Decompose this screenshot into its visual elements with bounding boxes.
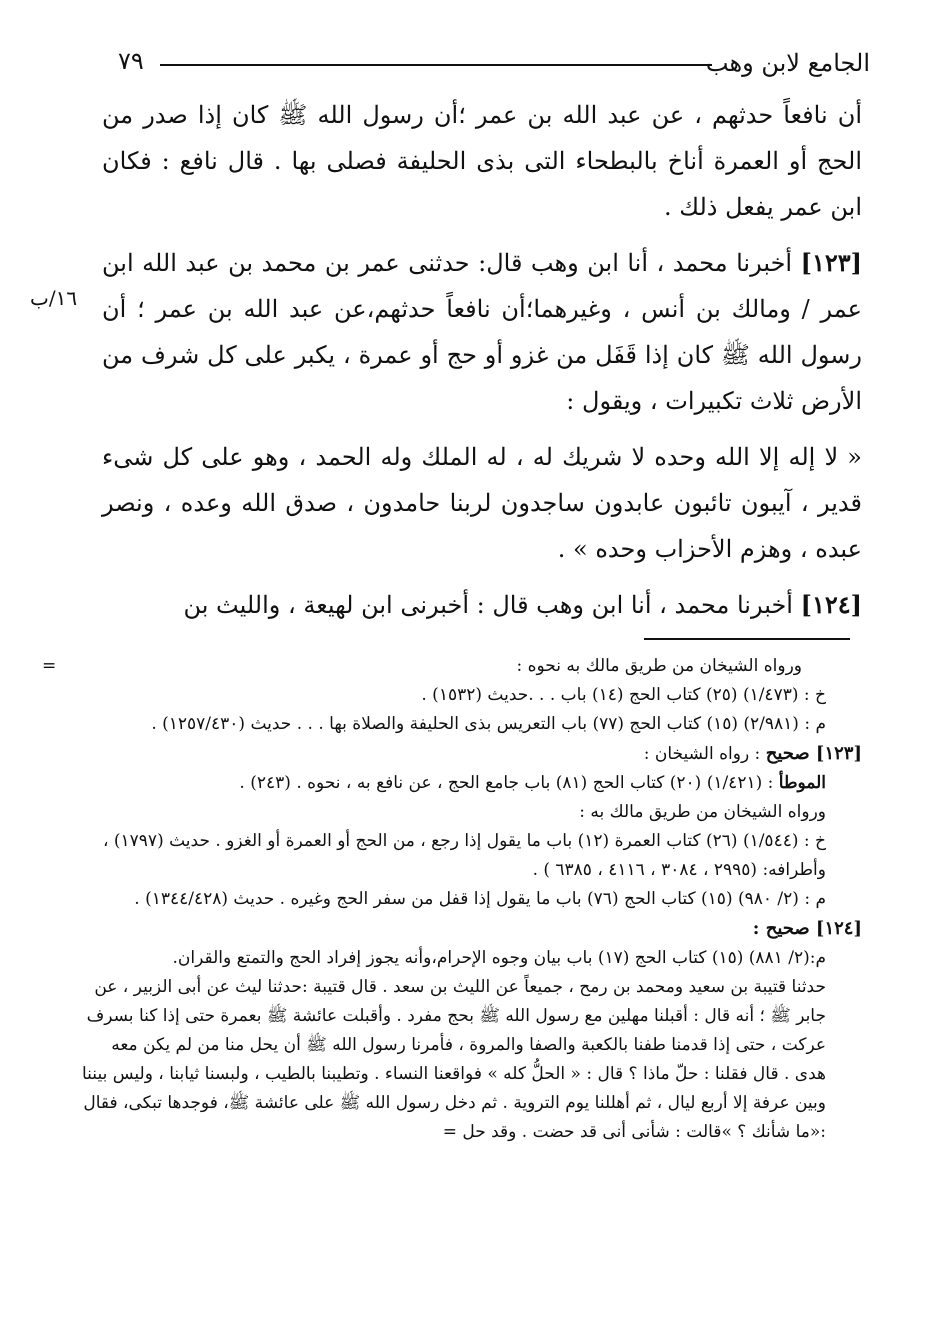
hadith-124 [102, 582, 862, 628]
footnote-line: م : (٢/٩٨١) (١٥) كتاب الحج (٧٧) باب التعريس بذى الحليفة والصلاة بها . . . حديث (١٢٥٧/٤٣٠) . [151, 714, 826, 734]
running-title: الجامع لابن وهب [705, 49, 870, 77]
footnote-source-text: : (١/٤٢١) (٢٠) كتاب الحج (٨١) باب جامع الحج ، عن نافع به ، نحوه . (٢٤٣) . [239, 773, 774, 793]
page-header [100, 40, 870, 80]
hadith-number: [١٢٤] [800, 590, 862, 619]
page-number: ٧٩ [118, 47, 144, 75]
footnote-line: ورواه الشيخان من طريق مالك به نحوه : [516, 656, 802, 676]
footnote-source-label: الموطأ [778, 773, 826, 793]
footnote-line: ورواه الشيخان من طريق مالك به : [579, 802, 826, 822]
footnote-line [82, 769, 862, 798]
margin-folio-note: ١٦/ب [30, 286, 78, 310]
footnotes [82, 652, 862, 1147]
hadith-text: أخبرنا محمد ، أنا ابن وهب قال: حدثنى عمر بن محمد بن عبد الله ابن عمر / ومالك بن أنس ، وغيرهما؛أن نافعاً حدثهم،عن عبد الله بن عمر ؛ أن رسول الله ﷺ كان إذا قَفَل من غزو أو حج أو عمرة ، يكبر على كل شرف من الأرض ثلاث تكبيرات ، ويقول : [102, 249, 862, 415]
header-rule [160, 64, 712, 66]
hadith-number: [١٢٣] [800, 248, 862, 277]
footnote-line: حدثنا قتيبة بن سعيد ومحمد بن رمح ، جميعاً عن الليث بن سعد . قال قتيبة :حدثنا ليث عن أبى الزبير ، عن جابر ﷺ ؛ أنه قال : أقبلنا مهلين مع رسول الله ﷺ بحج مفرد . وأقبلت عائشة ﷺ بعمرة حتى إذا كنا بسرف عركت ، حتى إذا قدمنا طفنا بالكعبة والصفا والمروة ، فأمرنا رسول الله ﷺ أن يحل منا من لم يكن معه هدى . قال فقلنا : حلّ ماذا ؟ قال : « الحلُّ كله » فواقعنا النساء . وتطيبنا بالطيب ، ولبسنا ثيابنا ، وليس بيننا وبين عرفة إلا أربع ليال ، ثم أهللنا يوم التروية . ثم دخل رسول الله ﷺ على عائشة ﷺ، فوجدها تبكى، فقال :«ما شأنك ؟ »قالت : شأنى أنى قد حضت . وقد حل = [82, 977, 826, 1142]
footnote-heading [82, 739, 862, 769]
footnote-line: خ : (١/٥٤٤) (٢٦) كتاب العمرة (١٢) باب ما يقول إذا رجع ، من الحج أو العمرة أو الغزو . حديث (١٧٩٧) ، وأطرافه: (٢٩٩٥ ، ٣٠٨٤ ، ٤١١٦ ، ٦٣٨٥ ) . [103, 831, 826, 880]
footnote-line: م:(٢/ ٨٨١) (١٥) كتاب الحج (١٧) باب بيان وجوه الإحرام،وأنه يجوز إفراد الحج والتمتع والقران. [172, 948, 826, 968]
main-text [102, 92, 862, 632]
paragraph-continuation: أن نافعاً حدثهم ، عن عبد الله بن عمر ؛أن رسول الله ﷺ كان إذا صدر من الحج أو العمرة أناخ بالبطحاء التى بذى الحليفة فصلى بها . قال نافع : فكان ابن عمر يفعل ذلك . [102, 101, 862, 221]
footnote-heading [82, 914, 862, 944]
footnote-hadith-label: [١٢٣] صحيح [765, 743, 862, 764]
continuation-mark: = [42, 656, 57, 676]
hadith-text: أخبرنا محمد ، أنا ابن وهب قال : أخبرنى ابن لهيعة ، والليث بن [183, 591, 793, 619]
footnote-separator [644, 638, 850, 640]
hadith-123 [102, 240, 862, 424]
footnote-line: م : (٢/ ٩٨٠) (١٥) كتاب الحج (٧٦) باب ما يقول إذا قفل من سفر الحج وغيره . حديث (١٣٤٤/٤٢٨) . [134, 889, 826, 909]
footnote-hadith-label: [١٢٤] صحيح : [752, 918, 862, 939]
footnote-line: خ : (١/٤٧٣) (٢٥) كتاب الحج (١٤) باب . . .حديث (١٥٣٢) . [421, 685, 826, 705]
footnote-hadith-desc: : رواه الشيخان : [643, 744, 761, 764]
hadith-quote: « لا إله إلا الله وحده لا شريك له ، له الملك وله الحمد ، وهو على كل شىء قدير ، آيبون تائبون عابدون ساجدون لربنا حامدون ، صدق الله وعده ، ونصر عبده ، وهزم الأحزاب وحده » . [102, 443, 862, 563]
